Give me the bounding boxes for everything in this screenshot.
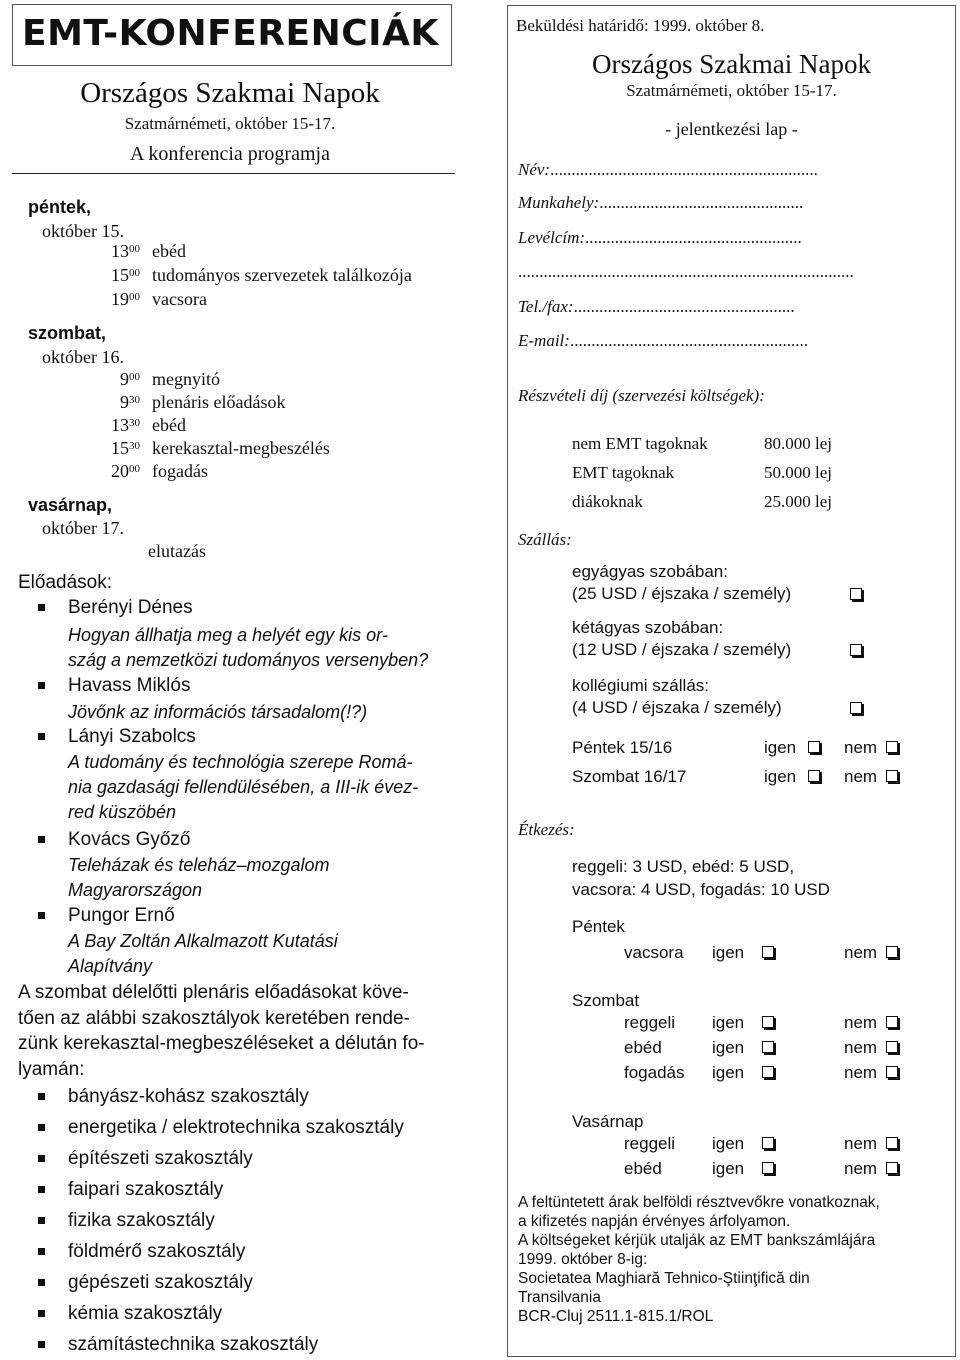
time xyxy=(0,288,140,310)
lecture-title-line: A tudomány és technológia szerepe Romá- xyxy=(68,752,413,772)
lecturer-name: Havass Miklós xyxy=(68,675,191,696)
footer-line: a kifizetés napján érvényes árfolyamon. xyxy=(518,1213,791,1230)
bullet xyxy=(38,836,45,843)
lecture-title xyxy=(68,853,458,903)
section-item: gépészeti szakosztály xyxy=(68,1272,253,1293)
event: fogadás xyxy=(152,461,208,481)
bullet xyxy=(38,682,45,689)
lecturer-name: Kovács Győző xyxy=(68,829,191,850)
yes-label: igen xyxy=(712,1159,745,1178)
meal-price-line: vacsora: 4 USD, fogadás: 10 USD xyxy=(572,880,830,899)
day-label: vasárnap, xyxy=(28,495,113,515)
meal-day: Vasárnap xyxy=(572,1112,644,1131)
footer-line: 1999. október 8-ig: xyxy=(518,1251,648,1268)
time-hour: 15 xyxy=(111,438,129,458)
meal-name: reggeli xyxy=(624,1013,676,1032)
checkbox-dormitory[interactable] xyxy=(850,702,862,714)
section-item: energetika / elektrotechnika szakosztály xyxy=(68,1117,404,1138)
checkbox-no[interactable] xyxy=(886,770,898,782)
footer-line: Societatea Maghiară Tehnico-Ştiinţifică din xyxy=(518,1270,810,1287)
room-price: (4 USD / éjszaka / személy) xyxy=(572,698,782,717)
bullet xyxy=(38,1124,45,1131)
no-label: nem xyxy=(844,767,878,786)
lecturer-name: Pungor Ernő xyxy=(68,905,175,926)
yes-label: igen xyxy=(712,943,745,962)
lecture-title-line: nia gazdasági fellendülésében, a III-ik évez- xyxy=(68,777,419,797)
checkbox-yes[interactable] xyxy=(762,1137,774,1149)
address-field[interactable] xyxy=(518,228,802,248)
section-item: építészeti szakosztály xyxy=(68,1148,253,1169)
event: tudományos szervezetek találkozója xyxy=(152,265,412,285)
fee-amount: 80.000 lej xyxy=(764,434,832,453)
email-field[interactable] xyxy=(518,331,808,351)
field-label: Tel./fax: xyxy=(518,297,574,316)
no-label: nem xyxy=(844,1063,878,1082)
deadline: Beküldési határidő: 1999. október 8. xyxy=(516,16,765,35)
lodging-label: Szállás: xyxy=(518,530,572,549)
field-label: Levélcím: xyxy=(518,228,586,247)
checkbox-single-room[interactable] xyxy=(850,588,862,600)
meal-day: Péntek xyxy=(572,917,625,936)
room-type: kétágyas szobában: xyxy=(572,618,724,637)
section-item: fizika szakosztály xyxy=(68,1210,215,1231)
lecture-title xyxy=(68,929,458,979)
checkbox-no[interactable] xyxy=(886,946,898,958)
section-item: földmérő szakosztály xyxy=(68,1241,246,1262)
field-dots: ........................................................ xyxy=(569,331,808,350)
meal-price-line: reggeli: 3 USD, ebéd: 5 USD, xyxy=(572,857,795,876)
checkbox-no[interactable] xyxy=(886,1041,898,1053)
fee-category: EMT tagoknak xyxy=(572,463,675,482)
lecture-title-line: szág a nemzetközi tudományos versenyben? xyxy=(68,650,429,670)
time-minute: 00 xyxy=(129,291,140,303)
fee-amount: 25.000 lej xyxy=(764,492,832,511)
checkbox-no[interactable] xyxy=(886,741,898,753)
section-item: bányász-kohász szakosztály xyxy=(68,1086,309,1107)
checkbox-yes[interactable] xyxy=(762,1066,774,1078)
time-hour: 19 xyxy=(111,289,129,309)
day-date: október 16. xyxy=(42,347,124,367)
no-label: nem xyxy=(844,943,878,962)
day-label: péntek, xyxy=(28,197,92,217)
time-minute: 00 xyxy=(129,267,140,279)
night-label: Szombat 16/17 xyxy=(572,767,687,786)
time-minute: 00 xyxy=(129,371,140,383)
yes-label: igen xyxy=(712,1063,745,1082)
paragraph-line: tően az alábbi szakosztályok keretében rende- xyxy=(18,1007,410,1029)
divider xyxy=(12,173,455,174)
bullet xyxy=(38,1155,45,1162)
day-date: október 15. xyxy=(42,221,124,241)
fee-category: nem EMT tagoknak xyxy=(572,434,708,453)
field-dots: .................................................... xyxy=(573,297,795,316)
lecture-title-line: Alapítvány xyxy=(68,956,153,976)
bullet xyxy=(38,604,45,611)
no-label: nem xyxy=(844,738,878,757)
time-hour: 13 xyxy=(111,241,129,261)
bullet xyxy=(38,1310,45,1317)
time-hour: 13 xyxy=(111,415,129,435)
no-label: nem xyxy=(844,1038,878,1057)
time xyxy=(0,368,140,390)
paragraph-line: lyamán: xyxy=(18,1058,85,1080)
field-label: Név: xyxy=(518,160,551,179)
day-date: október 17. xyxy=(42,518,124,538)
field-label: E-mail: xyxy=(518,331,570,350)
time xyxy=(0,414,140,436)
time xyxy=(0,240,140,262)
form-conference-subtitle: Szatmárnémeti, október 15-17. xyxy=(626,81,837,100)
lectures-heading: Előadások: xyxy=(18,572,113,593)
section-item: faipari szakosztály xyxy=(68,1179,224,1200)
bullet xyxy=(38,733,45,740)
event: kerekasztal-megbeszélés xyxy=(152,438,330,458)
time-hour: 9 xyxy=(120,392,129,412)
payment-info xyxy=(518,1193,954,1326)
departure-note: elutazás xyxy=(148,541,206,561)
lecture-title xyxy=(68,750,458,825)
field-dots: ................................................ xyxy=(599,193,804,212)
lecture-title-line: Teleházak és teleház–mozgalom xyxy=(68,855,330,875)
section-item: számítástechnika szakosztály xyxy=(68,1334,319,1355)
footer-line: A feltüntetett árak belföldi résztvevőkre vonatkoznak, xyxy=(518,1194,880,1211)
room-price: (25 USD / éjszaka / személy) xyxy=(572,584,792,603)
time-hour: 20 xyxy=(111,461,129,481)
checkbox-yes[interactable] xyxy=(762,1041,774,1053)
yes-label: igen xyxy=(764,767,797,786)
time-hour: 9 xyxy=(120,369,129,389)
event: ebéd xyxy=(152,241,186,261)
checkbox-no[interactable] xyxy=(886,1066,898,1078)
time xyxy=(0,437,140,459)
meal-name: vacsora xyxy=(624,943,684,962)
field-label: Munkahely: xyxy=(518,193,600,212)
bullet xyxy=(38,1248,45,1255)
checkbox-yes[interactable] xyxy=(808,741,820,753)
bullet xyxy=(38,1217,45,1224)
lecturer-name: Lányi Szabolcs xyxy=(68,726,196,747)
event: plenáris előadások xyxy=(152,392,286,412)
field-dots: ................................................... xyxy=(585,228,802,247)
fee-category: diákoknak xyxy=(572,492,643,511)
lecture-title xyxy=(68,623,458,673)
yes-label: igen xyxy=(712,1134,745,1153)
field-dots: ............................................................................... xyxy=(518,262,854,281)
checkbox-no[interactable] xyxy=(886,1162,898,1174)
paragraph-line: zünk kerekasztal-megbeszéléseket a délután fo- xyxy=(18,1033,425,1054)
header-title: EMT-KONFERENCIÁK xyxy=(22,13,439,54)
checkbox-yes[interactable] xyxy=(762,1162,774,1174)
meal-name: fogadás xyxy=(624,1063,685,1082)
night-label: Péntek 15/16 xyxy=(572,738,673,757)
time xyxy=(0,460,140,482)
lecture-title-line: Magyarországon xyxy=(68,880,203,900)
footer-line: A költségeket kérjük utalják az EMT bankszámlájára xyxy=(518,1232,876,1249)
conference-subtitle: Szatmárnémeti, október 15-17. xyxy=(124,114,336,133)
fee-amount: 50.000 lej xyxy=(764,463,832,482)
no-label: nem xyxy=(844,1159,878,1178)
day-label: szombat, xyxy=(28,323,107,343)
meal-name: reggeli xyxy=(624,1134,676,1153)
bullet xyxy=(38,1093,45,1100)
checkbox-double-room[interactable] xyxy=(850,644,862,656)
section-item: kémia szakosztály xyxy=(68,1303,223,1324)
program-title: A konferencia programja xyxy=(130,143,330,165)
meal-day: Szombat xyxy=(572,991,640,1010)
lecture-title-line: A Bay Zoltán Alkalmazott Kutatási xyxy=(68,931,338,951)
paragraph-line: A szombat délelőtti plenáris előadásokat köve- xyxy=(18,982,409,1003)
yes-label: igen xyxy=(712,1038,745,1057)
field-dots: ............................................................... xyxy=(550,160,818,179)
lecturer-name: Berényi Dénes xyxy=(68,597,193,618)
checkbox-no[interactable] xyxy=(886,1016,898,1028)
room-type: kollégiumi szállás: xyxy=(572,676,709,695)
phone-fax-field[interactable] xyxy=(518,297,795,317)
bullet xyxy=(38,1186,45,1193)
checkbox-yes[interactable] xyxy=(762,946,774,958)
time-minute: 30 xyxy=(129,417,140,429)
room-price: (12 USD / éjszaka / személy) xyxy=(572,640,792,659)
checkbox-yes[interactable] xyxy=(808,770,820,782)
time-minute: 30 xyxy=(129,394,140,406)
yes-label: igen xyxy=(712,1013,745,1032)
time xyxy=(0,264,140,286)
checkbox-no[interactable] xyxy=(886,1137,898,1149)
meal-name: ebéd xyxy=(624,1038,662,1057)
address-field-line2[interactable] xyxy=(518,262,854,282)
event: ebéd xyxy=(152,415,186,435)
checkbox-yes[interactable] xyxy=(762,1016,774,1028)
bullet xyxy=(38,1279,45,1286)
event: vacsora xyxy=(152,289,207,309)
conference-title: Országos Szakmai Napok xyxy=(80,77,380,109)
bullet xyxy=(38,912,45,919)
time-minute: 30 xyxy=(129,440,140,452)
bullet xyxy=(38,1341,45,1348)
footer-line: BCR-Cluj 2511.1-815.1/ROL xyxy=(518,1308,714,1325)
room-type: egyágyas szobában: xyxy=(572,562,728,581)
lecture-title xyxy=(68,700,458,725)
meal-name: ebéd xyxy=(624,1159,662,1178)
lecture-title-line: red küszöbén xyxy=(68,802,177,822)
form-title: - jelentkezési lap - xyxy=(665,119,798,139)
workplace-field[interactable] xyxy=(518,193,803,213)
sections-intro xyxy=(18,980,458,1082)
meals-label: Étkezés: xyxy=(518,820,575,839)
lecture-title-line: Hogyan állhatja meg a helyét egy kis or- xyxy=(68,625,388,645)
no-label: nem xyxy=(844,1134,878,1153)
form-conference-title: Országos Szakmai Napok xyxy=(592,49,871,79)
no-label: nem xyxy=(844,1013,878,1032)
footer-line: Transilvania xyxy=(518,1289,601,1306)
time-minute: 00 xyxy=(129,463,140,475)
event: megnyitó xyxy=(152,369,220,389)
yes-label: igen xyxy=(764,738,797,757)
time-minute: 00 xyxy=(129,243,140,255)
name-field[interactable] xyxy=(518,160,818,180)
time xyxy=(0,391,140,413)
time-hour: 15 xyxy=(111,265,129,285)
fee-label: Részvételi díj (szervezési költségek): xyxy=(518,386,765,405)
lecture-title-line: Jövőnk az információs társadalom(!?) xyxy=(68,702,368,722)
